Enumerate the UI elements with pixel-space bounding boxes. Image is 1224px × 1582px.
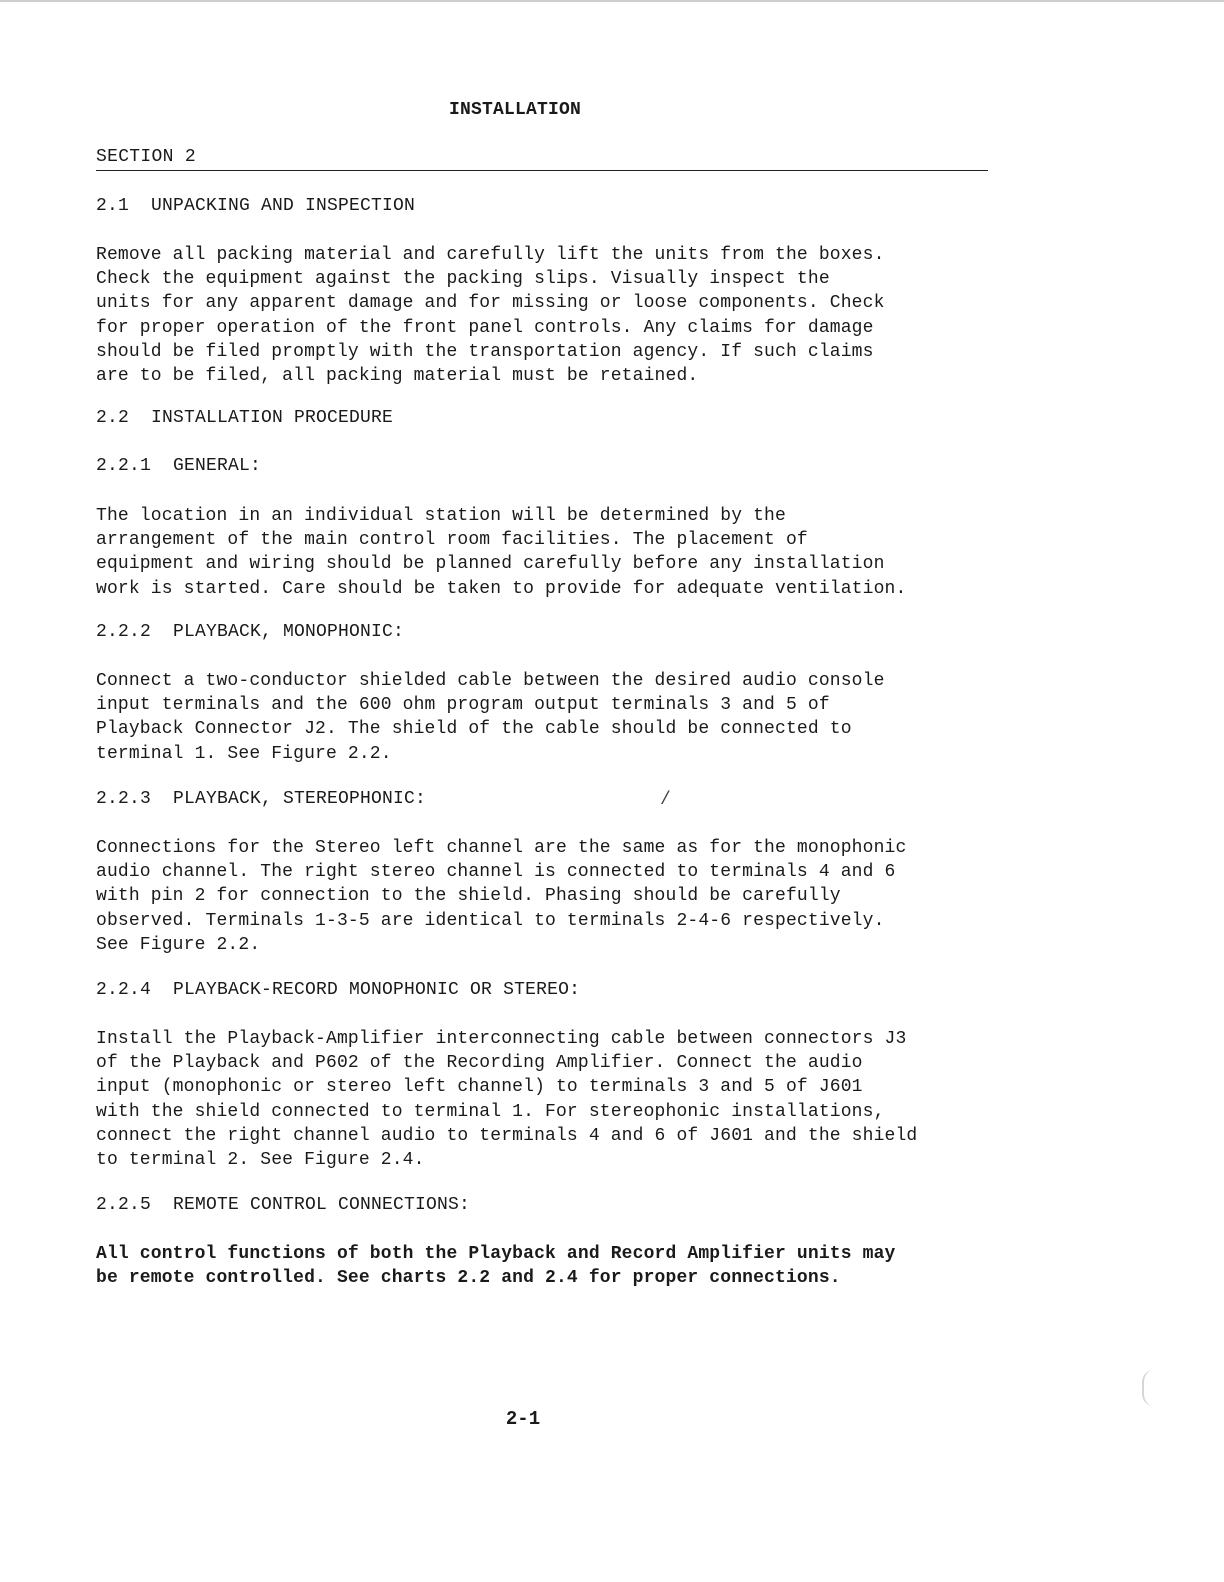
- text-line: with the shield connected to terminal 1. For stereophonic installations,: [96, 1101, 885, 1122]
- text-line: should be filed promptly with the transportation agency. If such claims: [96, 341, 874, 362]
- paragraph-2-2-3: [96, 836, 906, 957]
- section-divider: [96, 170, 988, 171]
- page-number: 2-1: [505, 1408, 541, 1430]
- paragraph-2-2-2: [96, 669, 885, 766]
- text-line: to terminal 2. See Figure 2.4.: [96, 1150, 425, 1171]
- text-line: are to be filed, all packing material must be retained.: [96, 366, 699, 387]
- text-line: input terminals and the 600 ohm program output terminals 3 and 5 of: [96, 695, 830, 716]
- scan-edge-mark: [1142, 1370, 1154, 1406]
- text-line: be remote controlled. See charts 2.2 and 2.4 for proper connections.: [96, 1268, 841, 1289]
- text-line: of the Playback and P602 of the Recording Amplifier. Connect the audio: [96, 1053, 863, 1074]
- page-title: INSTALLATION: [448, 100, 582, 120]
- text-line: units for any apparent damage and for missing or loose components. Check: [96, 293, 885, 314]
- text-line: observed. Terminals 1-3-5 are identical to terminals 2-4-6 respectively.: [96, 910, 885, 931]
- section-label: SECTION 2: [96, 147, 196, 167]
- text-line: equipment and wiring should be planned carefully before any installation: [96, 554, 885, 575]
- text-line: Check the equipment against the packing slips. Visually inspect the: [96, 269, 830, 290]
- heading-2-2-2: 2.2.2 PLAYBACK, MONOPHONIC:: [96, 622, 405, 642]
- text-line: Connections for the Stereo left channel are the same as for the monophonic: [96, 838, 907, 858]
- text-line: input (monophonic or stereo left channel) to terminals 3 and 5 of J601: [96, 1077, 863, 1098]
- heading-2-2-1: 2.2.1 GENERAL:: [96, 456, 262, 476]
- heading-2-2: 2.2 INSTALLATION PROCEDURE: [96, 408, 394, 428]
- paragraph-2-2-5: [96, 1242, 895, 1290]
- text-line: connect the right channel audio to terminals 4 and 6 of J601 and the shield: [96, 1125, 918, 1146]
- text-line: The location in an individual station will be determined by the: [96, 506, 786, 526]
- heading-2-2-3: 2.2.3 PLAYBACK, STEREOPHONIC:: [96, 789, 427, 809]
- text-line: with pin 2 for connection to the shield. Phasing should be carefully: [96, 886, 841, 907]
- text-line: terminal 1. See Figure 2.2.: [96, 743, 392, 764]
- text-line: Install the Playback-Amplifier interconnecting cable between connectors J3: [96, 1029, 907, 1049]
- scan-top-edge: [0, 0, 1224, 2]
- stray-mark: /: [660, 790, 671, 810]
- text-line: All control functions of both the Playback and Record Amplifier units may: [96, 1244, 896, 1264]
- text-line: Connect a two-conductor shielded cable between the desired audio console: [96, 671, 885, 691]
- text-line: for proper operation of the front panel controls. Any claims for damage: [96, 317, 874, 338]
- paragraph-2-2-1: [96, 504, 906, 601]
- heading-2-2-5: 2.2.5 REMOTE CONTROL CONNECTIONS:: [96, 1195, 471, 1215]
- text-line: Remove all packing material and carefully lift the units from the boxes.: [96, 245, 885, 265]
- text-line: arrangement of the main control room facilities. The placement of: [96, 530, 808, 551]
- heading-2-1: 2.1 UNPACKING AND INSPECTION: [96, 196, 416, 216]
- paragraph-2-1: [96, 243, 885, 388]
- text-line: audio channel. The right stereo channel is connected to terminals 4 and 6: [96, 862, 896, 883]
- paragraph-2-2-4: [96, 1027, 917, 1172]
- text-line: work is started. Care should be taken to provide for adequate ventilation.: [96, 578, 907, 599]
- heading-2-2-4: 2.2.4 PLAYBACK-RECORD MONOPHONIC OR STEREO:: [96, 980, 581, 1000]
- text-line: Playback Connector J2. The shield of the cable should be connected to: [96, 719, 852, 740]
- text-line: See Figure 2.2.: [96, 934, 261, 955]
